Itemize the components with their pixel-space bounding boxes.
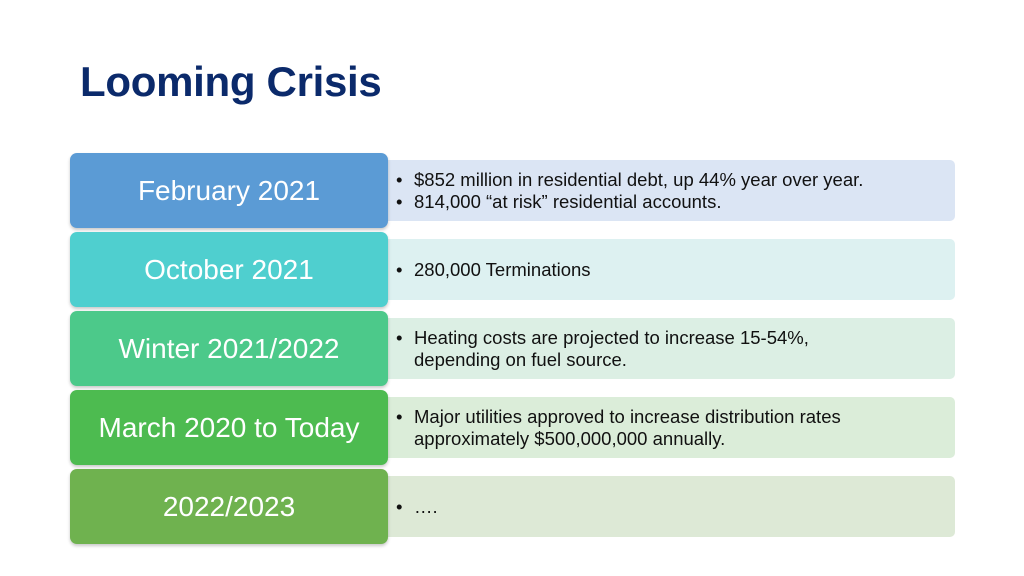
bullet-list <box>394 496 438 518</box>
bullet-item: • 280,000 Terminations <box>394 259 591 281</box>
bullet-list <box>394 169 863 213</box>
row-detail-panel <box>370 476 955 537</box>
timeline-row-march-2020-to-today <box>70 390 955 465</box>
bullet-list <box>394 406 914 450</box>
bullet-item: • Major utilities approved to increase distribution rates approximately $500,000,000 annually. <box>394 406 914 450</box>
row-label: February 2021 <box>70 153 388 228</box>
timeline-row-february-2021 <box>70 153 955 228</box>
timeline-list <box>70 153 955 548</box>
bullet-item: • $852 million in residential debt, up 44% year over year. <box>394 169 863 191</box>
row-label: 2022/2023 <box>70 469 388 544</box>
row-detail-panel <box>370 239 955 300</box>
bullet-list <box>394 259 591 281</box>
bullet-list <box>394 327 884 371</box>
bullet-item: • …. <box>394 496 438 518</box>
timeline-row-winter-2021-2022 <box>70 311 955 386</box>
row-label: October 2021 <box>70 232 388 307</box>
row-detail-panel <box>370 318 955 379</box>
bullet-item: • 814,000 “at risk” residential accounts. <box>394 191 863 213</box>
timeline-row-october-2021 <box>70 232 955 307</box>
row-label: March 2020 to Today <box>70 390 388 465</box>
row-detail-panel <box>370 397 955 458</box>
row-label: Winter 2021/2022 <box>70 311 388 386</box>
row-detail-panel <box>370 160 955 221</box>
slide-title: Looming Crisis <box>80 58 382 105</box>
bullet-item: • Heating costs are projected to increase 15-54%, depending on fuel source. <box>394 327 884 371</box>
timeline-row-2022-2023 <box>70 469 955 544</box>
